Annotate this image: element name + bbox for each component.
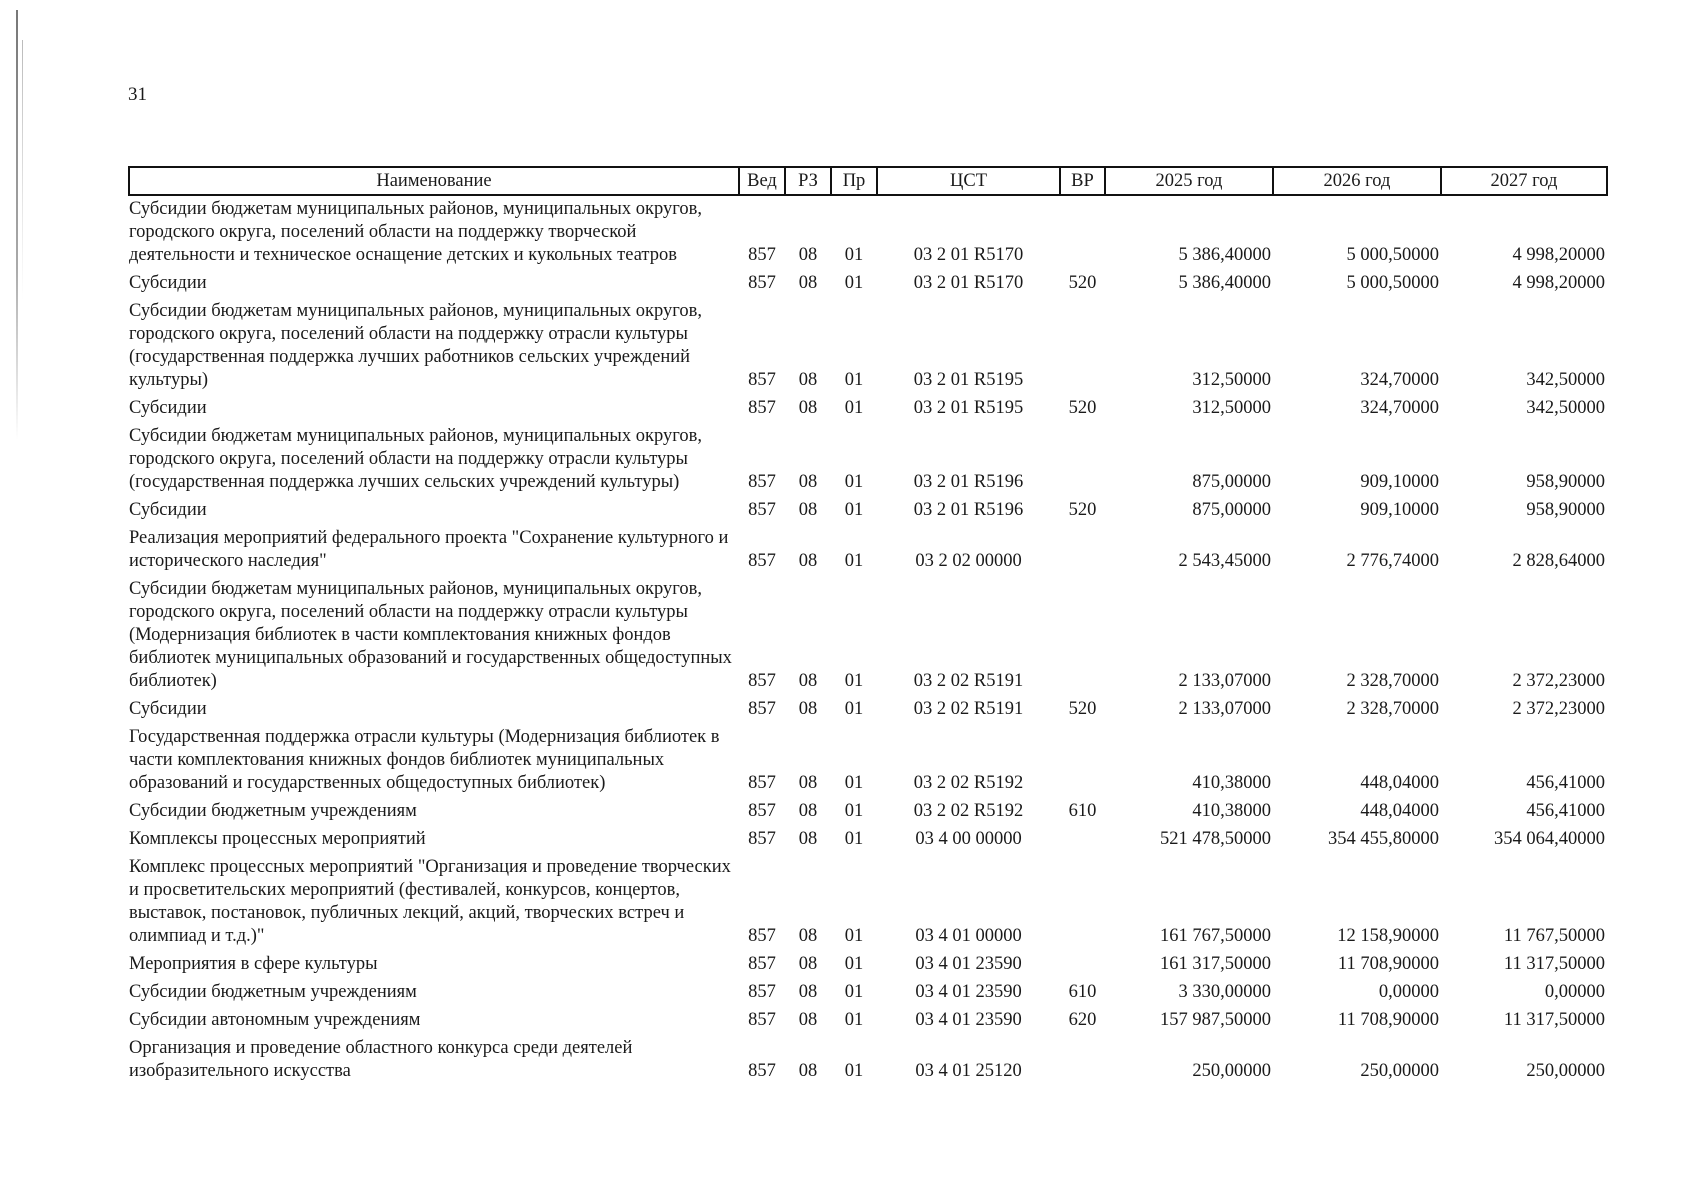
cell-rz: 08	[798, 829, 818, 849]
cell-cst: 03 2 02 R5192	[913, 801, 1024, 821]
cell-2025: 250,00000	[1192, 1061, 1271, 1081]
cell-ved: 857	[748, 551, 776, 571]
cell-name: Субсидии	[129, 500, 207, 520]
cell-ved: 857	[748, 245, 776, 265]
cell-ved: 857	[748, 1061, 776, 1081]
cell-name: Субсидии	[129, 398, 207, 418]
cell-2026: 5 000,50000	[1346, 245, 1439, 265]
cell-2026: 12 158,90000	[1337, 926, 1439, 946]
cell-vr: 620	[1068, 1010, 1097, 1030]
cell-pr: 01	[844, 829, 864, 849]
cell-ved: 857	[748, 829, 776, 849]
table-row	[129, 270, 1607, 298]
cell-ved: 857	[748, 472, 776, 492]
table-row	[129, 1035, 1607, 1086]
cell-vr	[1060, 951, 1105, 979]
cell-2025: 312,50000	[1192, 398, 1271, 418]
table-row	[129, 1007, 1607, 1035]
cell-2026: 250,00000	[1360, 1061, 1439, 1081]
header-cst: ЦСТ	[877, 167, 1060, 195]
cell-rz: 08	[798, 1010, 818, 1030]
cell-2025: 521 478,50000	[1160, 829, 1271, 849]
cell-pr: 01	[844, 926, 864, 946]
cell-name: Субсидии бюджетным учреждениям	[129, 801, 417, 821]
cell-name: Субсидии бюджетным учреждениям	[129, 982, 417, 1002]
table-row	[129, 826, 1607, 854]
cell-name: Комплекс процессных мероприятий "Организация и проведение творческих и просветительских мероприятий (фестивалей, конкурсов, концертов, выставок, постановок, публичных лекций, акций, творческих встреч и олимпиад и т.д.)"	[129, 857, 731, 946]
cell-2026: 324,70000	[1360, 398, 1439, 418]
cell-2025: 5 386,40000	[1178, 273, 1271, 293]
cell-cst: 03 4 00 00000	[915, 829, 1022, 849]
cell-2025: 312,50000	[1192, 370, 1271, 390]
table-row	[129, 497, 1607, 525]
cell-2025: 875,00000	[1192, 500, 1271, 520]
cell-vr	[1060, 724, 1105, 798]
cell-ved: 857	[748, 926, 776, 946]
cell-2027: 456,41000	[1526, 801, 1605, 821]
cell-ved: 857	[748, 370, 776, 390]
cell-pr: 01	[844, 370, 864, 390]
cell-cst: 03 2 02 00000	[915, 551, 1022, 571]
header-2025: 2025 год	[1105, 167, 1273, 195]
cell-rz: 08	[798, 671, 818, 691]
cell-cst: 03 4 01 25120	[915, 1061, 1022, 1081]
cell-vr: 610	[1068, 982, 1097, 1002]
table-body	[129, 195, 1607, 1086]
table-row	[129, 951, 1607, 979]
cell-ved: 857	[748, 773, 776, 793]
cell-name: Субсидии бюджетам муниципальных районов, муниципальных округов, городского округа, поселений области на поддержку отрасли культуры (Модернизация библиотек в части комплектования книжных фондов библиотек муниципальных образований и государственных общедоступных библиотек)	[129, 579, 732, 691]
table-row	[129, 576, 1607, 696]
cell-pr: 01	[844, 500, 864, 520]
cell-ved: 857	[748, 273, 776, 293]
cell-2025: 875,00000	[1192, 472, 1271, 492]
cell-cst: 03 2 01 R5195	[913, 370, 1024, 390]
cell-cst: 03 2 01 R5196	[913, 500, 1024, 520]
header-pr: Пр	[831, 167, 877, 195]
cell-vr	[1060, 525, 1105, 576]
cell-name: Организация и проведение областного конкурса среди деятелей изобразительного искусства	[129, 1038, 633, 1081]
cell-name: Субсидии бюджетам муниципальных районов, муниципальных округов, городского округа, поселений области на поддержку отрасли культуры (государственная поддержка лучших работников сельских учреждений культуры)	[129, 301, 702, 390]
cell-ved: 857	[748, 699, 776, 719]
cell-2027: 342,50000	[1526, 370, 1605, 390]
header-name: Наименование	[129, 167, 739, 195]
cell-rz: 08	[798, 773, 818, 793]
table-row	[129, 395, 1607, 423]
cell-pr: 01	[844, 398, 864, 418]
cell-pr: 01	[844, 245, 864, 265]
table-row	[129, 195, 1607, 270]
cell-vr: 610	[1068, 801, 1097, 821]
cell-cst: 03 2 02 R5191	[913, 699, 1024, 719]
cell-vr: 520	[1068, 273, 1097, 293]
cell-name: Субсидии бюджетам муниципальных районов, муниципальных округов, городского округа, поселений области на поддержку отрасли культуры (государственная поддержка лучших сельских учреждений культуры)	[129, 426, 702, 492]
cell-cst: 03 4 01 23590	[915, 954, 1022, 974]
cell-rz: 08	[798, 1061, 818, 1081]
cell-vr	[1060, 854, 1105, 951]
cell-2025: 157 987,50000	[1160, 1010, 1271, 1030]
cell-name: Субсидии	[129, 699, 207, 719]
cell-rz: 08	[798, 926, 818, 946]
cell-pr: 01	[844, 472, 864, 492]
cell-2027: 4 998,20000	[1512, 273, 1605, 293]
cell-cst: 03 2 01 R5196	[913, 472, 1024, 492]
cell-rz: 08	[798, 699, 818, 719]
cell-name: Комплексы процессных мероприятий	[129, 829, 426, 849]
cell-vr: 520	[1068, 699, 1097, 719]
cell-name: Мероприятия в сфере культуры	[129, 954, 378, 974]
cell-2025: 2 133,07000	[1178, 699, 1271, 719]
cell-vr	[1060, 576, 1105, 696]
table-row	[129, 525, 1607, 576]
cell-2025: 3 330,00000	[1178, 982, 1271, 1002]
cell-2027: 2 372,23000	[1512, 671, 1605, 691]
cell-name: Реализация мероприятий федерального проекта "Сохранение культурного и исторического наследия"	[129, 528, 729, 571]
cell-ved: 857	[748, 982, 776, 1002]
cell-2027: 11 767,50000	[1503, 926, 1605, 946]
header-2026: 2026 год	[1273, 167, 1441, 195]
cell-2027: 11 317,50000	[1503, 1010, 1605, 1030]
cell-2025: 410,38000	[1192, 801, 1271, 821]
cell-2027: 2 828,64000	[1512, 551, 1605, 571]
cell-2026: 11 708,90000	[1337, 1010, 1439, 1030]
cell-vr	[1060, 423, 1105, 497]
cell-2026: 0,00000	[1378, 982, 1439, 1002]
cell-pr: 01	[844, 801, 864, 821]
cell-ved: 857	[748, 671, 776, 691]
cell-rz: 08	[798, 954, 818, 974]
cell-cst: 03 2 01 R5195	[913, 398, 1024, 418]
cell-2026: 909,10000	[1360, 472, 1439, 492]
cell-pr: 01	[844, 1010, 864, 1030]
scan-edge	[16, 10, 18, 440]
cell-vr	[1060, 826, 1105, 854]
cell-cst: 03 2 01 R5170	[913, 273, 1024, 293]
cell-2026: 11 708,90000	[1337, 954, 1439, 974]
cell-rz: 08	[798, 245, 818, 265]
header-2027: 2027 год	[1441, 167, 1607, 195]
cell-name: Субсидии бюджетам муниципальных районов, муниципальных округов, городского округа, поселений области на поддержку творческой деятельности и техническое оснащение детских и кукольных театров	[129, 199, 702, 265]
cell-2026: 448,04000	[1360, 773, 1439, 793]
cell-2025: 161 767,50000	[1160, 926, 1271, 946]
cell-pr: 01	[844, 954, 864, 974]
cell-2025: 2 543,45000	[1178, 551, 1271, 571]
cell-2025: 161 317,50000	[1160, 954, 1271, 974]
cell-2027: 2 372,23000	[1512, 699, 1605, 719]
cell-ved: 857	[748, 398, 776, 418]
cell-pr: 01	[844, 1061, 864, 1081]
cell-vr	[1060, 298, 1105, 395]
cell-name: Государственная поддержка отрасли культуры (Модернизация библиотек в части комплектования книжных фондов библиотек муниципальных образований и государственных общедоступных библиотек)	[129, 727, 720, 793]
cell-2027: 4 998,20000	[1512, 245, 1605, 265]
cell-2025: 2 133,07000	[1178, 671, 1271, 691]
budget-table	[128, 166, 1608, 1086]
cell-pr: 01	[844, 699, 864, 719]
cell-vr	[1060, 1035, 1105, 1086]
cell-cst: 03 4 01 00000	[915, 926, 1022, 946]
cell-pr: 01	[844, 273, 864, 293]
cell-ved: 857	[748, 500, 776, 520]
cell-2027: 342,50000	[1526, 398, 1605, 418]
cell-cst: 03 2 01 R5170	[913, 245, 1024, 265]
cell-rz: 08	[798, 398, 818, 418]
cell-rz: 08	[798, 370, 818, 390]
cell-rz: 08	[798, 472, 818, 492]
cell-cst: 03 4 01 23590	[915, 1010, 1022, 1030]
cell-2025: 5 386,40000	[1178, 245, 1271, 265]
cell-ved: 857	[748, 954, 776, 974]
cell-pr: 01	[844, 551, 864, 571]
cell-ved: 857	[748, 1010, 776, 1030]
cell-ved: 857	[748, 801, 776, 821]
cell-2027: 250,00000	[1526, 1061, 1605, 1081]
page-number: 31	[128, 84, 147, 105]
table-row	[129, 298, 1607, 395]
table-row	[129, 854, 1607, 951]
cell-2027: 354 064,40000	[1494, 829, 1605, 849]
cell-2026: 2 328,70000	[1346, 671, 1439, 691]
cell-cst: 03 4 01 23590	[915, 982, 1022, 1002]
cell-pr: 01	[844, 982, 864, 1002]
cell-rz: 08	[798, 801, 818, 821]
cell-rz: 08	[798, 273, 818, 293]
header-ved: Вед	[739, 167, 785, 195]
cell-2025: 410,38000	[1192, 773, 1271, 793]
cell-2026: 324,70000	[1360, 370, 1439, 390]
cell-2027: 11 317,50000	[1503, 954, 1605, 974]
cell-rz: 08	[798, 982, 818, 1002]
cell-2026: 2 776,74000	[1346, 551, 1439, 571]
cell-2026: 5 000,50000	[1346, 273, 1439, 293]
cell-vr: 520	[1068, 500, 1097, 520]
cell-2026: 354 455,80000	[1328, 829, 1439, 849]
cell-pr: 01	[844, 671, 864, 691]
cell-2027: 0,00000	[1544, 982, 1605, 1002]
cell-2027: 958,90000	[1526, 472, 1605, 492]
table-header-row	[129, 167, 1607, 195]
cell-rz: 08	[798, 500, 818, 520]
cell-2027: 958,90000	[1526, 500, 1605, 520]
cell-name: Субсидии автономным учреждениям	[129, 1010, 421, 1030]
cell-2026: 448,04000	[1360, 801, 1439, 821]
cell-2027: 456,41000	[1526, 773, 1605, 793]
cell-vr	[1060, 195, 1105, 270]
table-row	[129, 423, 1607, 497]
cell-2026: 909,10000	[1360, 500, 1439, 520]
cell-vr: 520	[1068, 398, 1097, 418]
cell-name: Субсидии	[129, 273, 207, 293]
table-row	[129, 696, 1607, 724]
table-row	[129, 798, 1607, 826]
table-row	[129, 979, 1607, 1007]
scan-edge-secondary	[22, 40, 23, 300]
cell-rz: 08	[798, 551, 818, 571]
cell-2026: 2 328,70000	[1346, 699, 1439, 719]
header-vr: ВР	[1060, 167, 1105, 195]
cell-cst: 03 2 02 R5191	[913, 671, 1024, 691]
cell-cst: 03 2 02 R5192	[913, 773, 1024, 793]
table-row	[129, 724, 1607, 798]
cell-pr: 01	[844, 773, 864, 793]
header-rz: РЗ	[785, 167, 831, 195]
